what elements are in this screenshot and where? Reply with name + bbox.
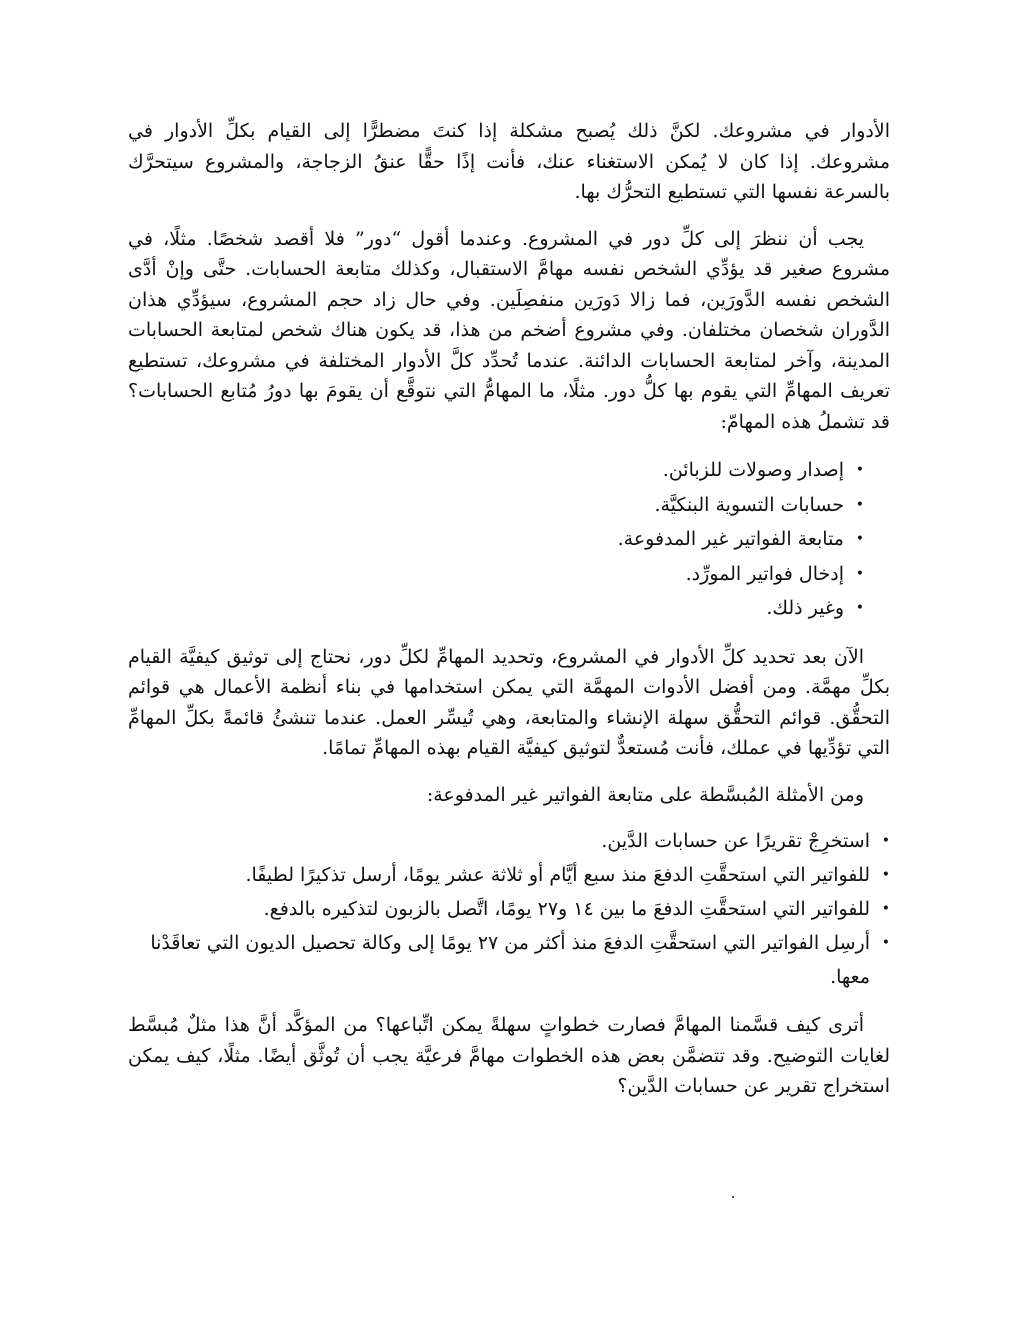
list-item (128, 557, 864, 592)
list-item-text: للفواتير التي استحقَّتِ الدفعَ منذ سبع أيَّام أو ثلاثة عشر يومًا، أرسل تذكيرًا لطيفًا. (245, 864, 870, 886)
paragraph-checklists: الآن بعد تحديد كلِّ الأدوار في المشروع، وتحديد المهامِّ لكلِّ دور، نحتاج إلى توثيق كيفيَّة القيام بكلِّ مهمَّة. ومن أفضل الأدوات المهمَّة التي يمكن استخدامها في بناء أنظمة الأعمال هي قوائم التحقُّق. قوائم التحقُّق سهلة الإنشاء والمتابعة، وهي تُيسِّر العمل. عندما تنشئُ قائمةً بكلِّ المهامِّ التي تؤدِّيها في عملك، فأنت مُستعدٌّ لتوثيق كيفيَّة القيام بهذه المهامِّ تمامًا. (128, 645, 890, 759)
list-item-text: إدخال فواتير المورِّد. (685, 562, 844, 585)
list-item (128, 488, 864, 523)
paragraph-roles: يجب أن ننظرَ إلى كلِّ دور في المشروع. وعندما أقول “دور” فلا أقصد شخصًا. مثلًا، في مشروع صغير قد يؤدِّي الشخص نفسه مهامَّ الاستقبال، وكذلك متابعة الحسابات. حتَّى وإنْ أدَّى الشخص نفسه الدَّورَين، فما زالا دَورَين منفصِلَين. وفي حال زاد حجم المشروع، سيؤدِّي هذان الدَّوران شخصان مختلفان. وفي مشروع أضخم من هذا، قد يكون هناك شخص لمتابعة الحسابات المدينة، وآخر لمتابعة الحسابات الدائنة. عندما تُحدِّد كلَّ الأدوار المختلفة في مشروعك، تستطيع تعريف المهامِّ التي يقوم بها كلُّ دور. مثلًا، ما المهامُّ التي نتوقَّع أن يقومَ بها دورُ مُتابع الحسابات؟ قد تشملُ هذه المهامّ: (128, 227, 890, 433)
list-item (128, 453, 864, 488)
bullet-icon: • (855, 565, 864, 582)
list-item-text: متابعة الفواتير غير المدفوعة. (617, 528, 844, 550)
document-page (128, 116, 890, 1118)
paragraph-example-intro: ومن الأمثلة المُبسَّطة على متابعة الفواتير غير المدفوعة: (426, 783, 864, 806)
bullet-icon: • (881, 833, 890, 849)
list-item (128, 824, 890, 858)
list-item (128, 892, 890, 926)
list-item-text: للفواتير التي استحقَّتِ الدفعَ ما بين ١٤ و٢٧ يومًا، اتَّصل بالزبون لتذكيره بالدفع. (263, 898, 870, 920)
bullet-icon: • (881, 901, 890, 917)
bullet-icon: • (881, 867, 890, 883)
bullet-icon: • (855, 531, 864, 547)
paragraph-continuation: الأدوار في مشروعك. لكنَّ ذلك يُصبح مشكلة إذا كنتَ مضطرًّا إلى القيام بكلِّ الأدوار في مشروعك. إذا كان لا يُمكن الاستغناء عنك، فأنت إذًا حقًّا عنقُ الزجاجة، والمشروع سيتحرَّك بالسرعة نفسها التي تستطيع التحرُّك بها. (128, 120, 890, 203)
list-item (128, 591, 864, 626)
page-mark (732, 1196, 734, 1198)
task-list (128, 453, 890, 626)
paragraph-conclusion: أترى كيف قسَّمنا المهامَّ فصارت خطواتٍ سهلةً يمكن اتِّباعها؟ من المؤكَّد أنَّ هذا مثلٌ مُبسَّط لغايات التوضيح. وقد تتضمَّن بعض هذه الخطوات مهامَّ فرعيَّة يجب أن تُوثَّق أيضًا. مثلًا، كيف يمكن استخراج تقرير عن حسابات الدَّين؟ (128, 1014, 890, 1097)
list-item-text: استخرِجْ تقريرًا عن حسابات الدَّين. (601, 830, 870, 852)
list-item-text: إصدار وصولات للزبائن. (662, 459, 844, 481)
list-item-text: حسابات التسوية البنكيَّة. (654, 493, 844, 516)
list-item (128, 858, 890, 892)
bullet-icon: • (881, 935, 890, 951)
steps-list (128, 824, 890, 994)
list-item (128, 926, 890, 994)
bullet-icon: • (855, 600, 864, 616)
list-item-text: أرسِل الفواتير التي استحقَّتِ الدفعَ منذ أكثر من ٢٧ يومًا إلى وكالة تحصيل الديون التي تعاقَدْنا معها. (150, 932, 870, 988)
list-item-text: وغير ذلك. (766, 597, 844, 619)
bullet-icon: • (855, 462, 864, 478)
list-item (128, 522, 864, 557)
bullet-icon: • (855, 496, 864, 513)
